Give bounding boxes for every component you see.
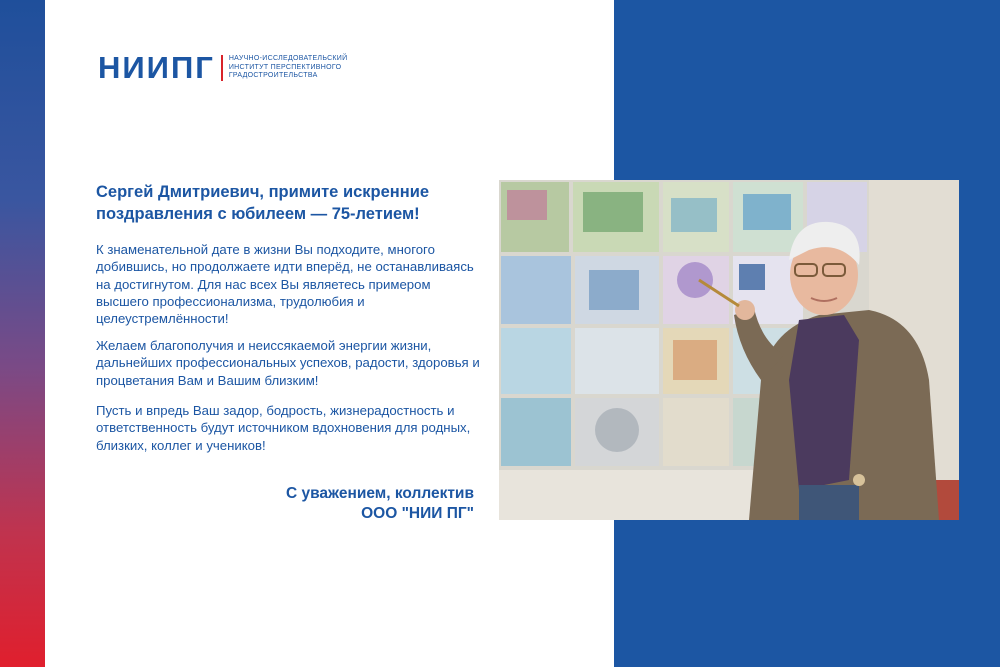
logo-subtitle-line: ГРАДОСТРОИТЕЛЬСТВА <box>228 72 318 80</box>
logo-divider <box>221 55 223 81</box>
signature <box>230 484 474 524</box>
greeting-heading-line: Сергей Дмитриевич, примите искренние <box>96 183 430 201</box>
greeting-heading <box>96 181 476 225</box>
signature-line: ООО "НИИ ПГ" <box>361 505 474 522</box>
greeting-paragraph-2: Желаем благополучия и неиссякаемой энергии жизни, дальнейших профессиональных успехов, радости, здоровья и процветания Вам и Вашим близким! <box>96 338 480 388</box>
portrait-photo <box>499 180 959 520</box>
left-gradient-stripe <box>0 0 45 667</box>
logo-mark: НИИПГ <box>98 50 215 85</box>
greeting-heading-line: поздравления с юбилеем — 75-летием! <box>96 205 420 223</box>
greeting-paragraph-3: Пусть и впредь Ваш задор, бодрость, жизнерадостность и ответственность будут источником вдохновения для родных, близких, коллег и учеников! <box>96 403 471 453</box>
portrait-illustration <box>499 180 959 520</box>
logo-subtitle <box>229 55 369 81</box>
logo-subtitle-line: НАУЧНО-ИССЛЕДОВАТЕЛЬСКИЙ <box>228 55 348 63</box>
greeting-paragraph-1: К знаменательной дате в жизни Вы подходите, многого добившись, но продолжаете идти вперёд, не останавливаясь на достигнутом. Для нас всех Вы являетесь примером высшего профессионализма, трудолюбия и целеустремлённости! <box>96 242 474 327</box>
signature-line: С уважением, коллектив <box>285 485 474 502</box>
logo-subtitle-line: ИНСТИТУТ ПЕРСПЕКТИВНОГО <box>228 63 342 71</box>
institute-logo <box>98 52 369 84</box>
